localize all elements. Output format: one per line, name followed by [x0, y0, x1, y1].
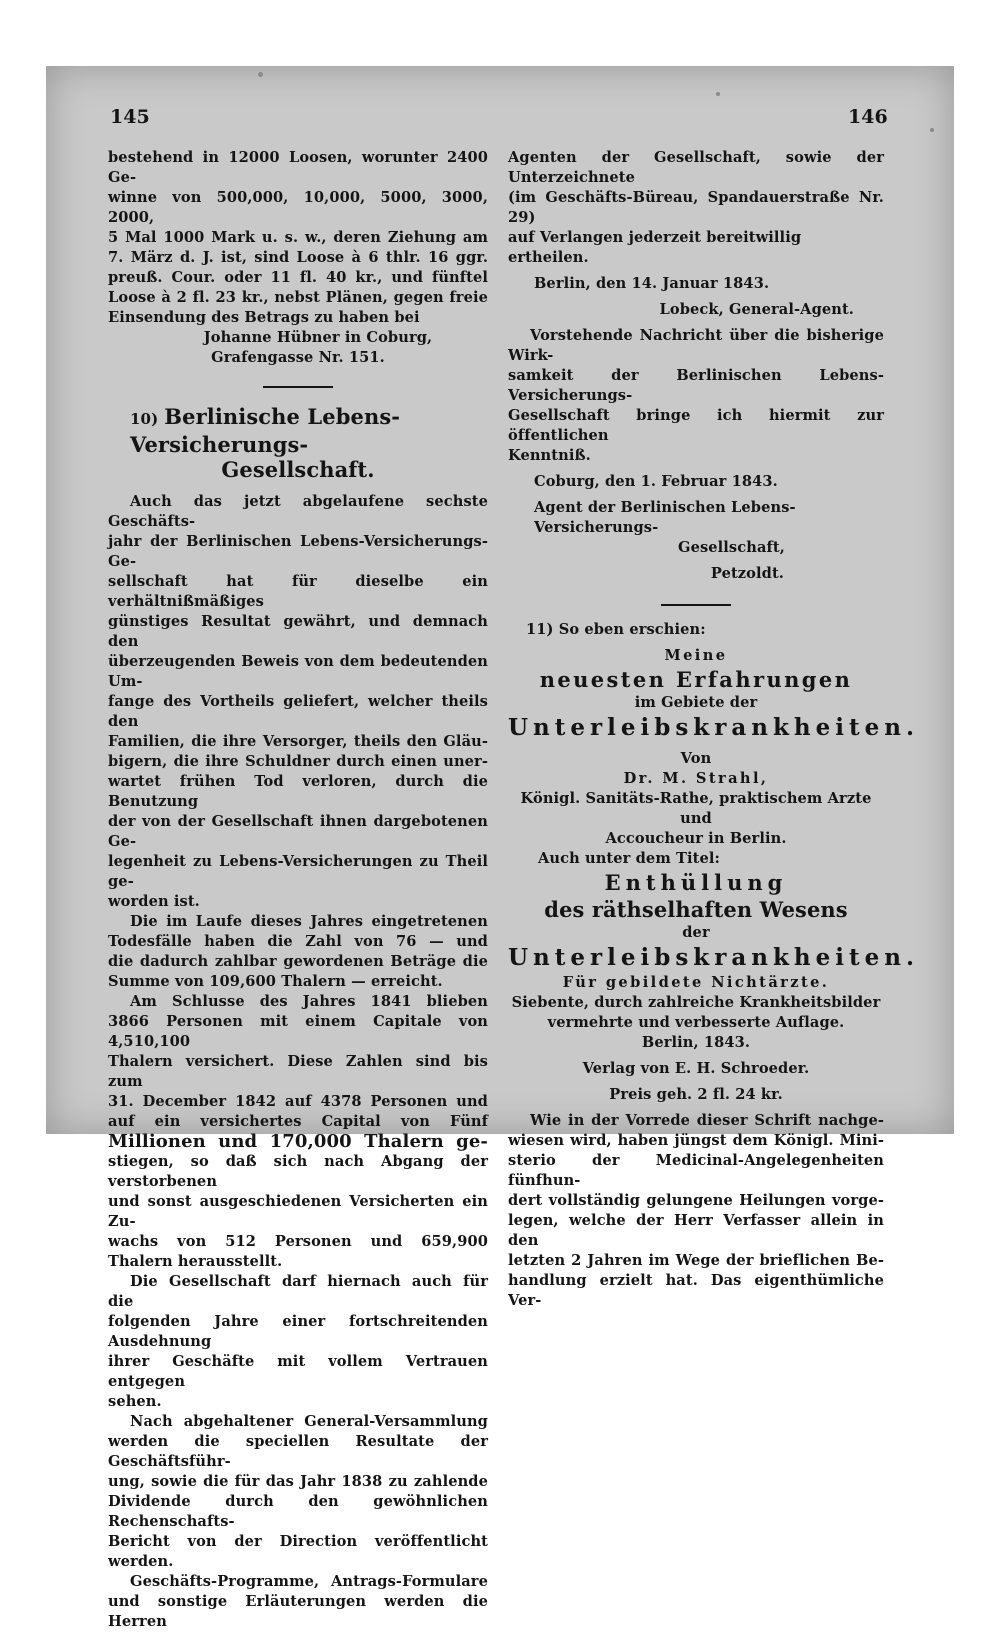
text-line: die dadurch zahlbar gewordenen Beträge die	[108, 953, 488, 970]
text-line: dert vollständig gelungene Heilungen vorge-	[508, 1192, 884, 1209]
text-line: überzeugenden Beweis von dem bedeutenden Um-	[108, 653, 488, 690]
section-title-line-2: Gesellschaft.	[221, 457, 375, 482]
text-line: handlung erzielt hat. Das eigenthümliche Ver-	[508, 1272, 884, 1309]
ink-speck	[716, 92, 720, 96]
paragraph	[108, 912, 488, 992]
text-line: Summe von 109,600 Thalern — erreicht.	[108, 973, 443, 990]
text-line: Einsendung des Betrags zu haben bei	[108, 309, 420, 326]
text-line: 5 Mal 1000 Mark u. s. w., deren Ziehung am	[108, 229, 488, 246]
text-line: 3866 Personen mit einem Capitale von 4,510,100	[108, 1013, 488, 1050]
alternate-title	[508, 869, 919, 1105]
book-title	[508, 646, 919, 849]
right-column	[508, 148, 919, 1311]
paragraph	[508, 148, 884, 268]
author-name: Dr. M. Strahl,	[623, 770, 769, 787]
text-line: fange des Vortheils geliefert, welcher theils den	[108, 693, 488, 730]
paragraph	[108, 1412, 488, 1632]
text-line: legenheit zu Lebens-Versicherungen zu Theil ge-	[108, 853, 488, 890]
left-column	[108, 148, 488, 1632]
text-line: Agenten der Gesellschaft, sowie der Unterzeichnete	[508, 149, 884, 186]
text-line: samkeit der Berlinischen Lebens-Versicherungs-	[508, 367, 884, 404]
price-line: Preis geh. 2 fl. 24 kr.	[609, 1086, 783, 1103]
text-line: wartet frühen Tod verloren, durch die Benutzung	[108, 773, 488, 810]
text-line: auf ein versichertes Capital von Fünf	[108, 1113, 488, 1130]
text-line: ihrer Geschäfte mit vollem Vertrauen entgegen	[108, 1353, 488, 1390]
alt-title-line: der	[682, 924, 710, 941]
also-title-label: Auch unter dem Titel:	[538, 850, 720, 867]
text-line: (im Geschäfts-Büreau, Spandauerstraße Nr. 29)	[508, 189, 884, 226]
text-line: legen, welche der Herr Verfasser allein in den	[508, 1212, 884, 1249]
section-title-line-1: Berlinische Lebens-Versicherungs-	[130, 404, 401, 457]
section-number: 10)	[130, 410, 159, 428]
text-line: Familien, die ihre Versorger, theils den Gläu-	[108, 733, 488, 750]
text-line: sellschaft hat für dieselbe ein verhältnißmäßiges	[108, 573, 488, 610]
text-line: Vorstehende Nachricht über die bisherige Wirk-	[508, 327, 884, 364]
text-line: Thalern herausstellt.	[108, 1253, 283, 1270]
text-line: sterio der Medicinal-Angelegenheiten fünfhun-	[508, 1152, 884, 1189]
text-line: folgenden Jahre einer fortschreitenden Ausdehnung	[108, 1313, 488, 1350]
text-line: 31. December 1842 auf 4378 Personen und	[108, 1093, 488, 1110]
alt-title-line: des räthselhaften Wesens	[544, 897, 848, 922]
sender-address: Grafengasse Nr. 151.	[211, 349, 385, 366]
ink-speck	[258, 72, 263, 77]
text-line: auf Verlangen jederzeit bereitwillig ertheilen.	[508, 229, 802, 266]
text-line: Loose à 2 fl. 23 kr., nebst Plänen, gegen freie	[108, 289, 488, 306]
place-date: Berlin, den 14. Januar 1843.	[534, 275, 770, 292]
text-line: ung, sowie die für das Jahr 1838 zu zahlende	[108, 1473, 488, 1490]
text-line: wachs von 512 Personen und 659,900	[108, 1233, 488, 1250]
lottery-notice	[108, 148, 488, 368]
author-description: Königl. Sanitäts-Rathe, praktischem Arzte und	[520, 790, 872, 827]
book-title-line: Meine	[664, 647, 728, 664]
text-line: Dividende durch den gewöhnlichen Rechenschafts-	[108, 1493, 488, 1530]
page-number-right: 146	[848, 106, 888, 128]
text-line: jahr der Berlinischen Lebens-Versicherungs-Ge-	[108, 533, 488, 570]
text-line: Die im Laufe dieses Jahres eingetretenen	[130, 913, 488, 930]
text-line: Wie in der Vorrede dieser Schrift nachge-	[530, 1112, 884, 1129]
text-line: letzten 2 Jahren im Wege der brieflichen Be-	[508, 1252, 884, 1269]
publisher-line: Verlag von E. H. Schroeder.	[582, 1060, 810, 1077]
alt-title-line: Enthüllung	[604, 870, 788, 895]
page-number-left: 145	[110, 106, 150, 128]
section-heading-10	[108, 404, 488, 482]
text-line: wiesen wird, haben jüngst dem Königl. Mini-	[508, 1132, 884, 1149]
text-line: Die Gesellschaft darf hiernach auch für die	[108, 1273, 488, 1310]
publication-place: Berlin, 1843.	[641, 1034, 751, 1051]
text-line: Kenntniß.	[508, 447, 591, 464]
text-line: Auch das jetzt abgelaufene sechste Geschäfts-	[108, 493, 488, 530]
signature: Petzoldt.	[710, 565, 784, 582]
section-heading-11	[508, 620, 884, 640]
paragraph	[508, 1111, 884, 1311]
byline: Von	[680, 750, 712, 767]
text-line: worden ist.	[108, 893, 200, 910]
text-line: Bericht von der Direction veröffentlicht werden.	[108, 1533, 488, 1570]
paragraph	[508, 326, 884, 466]
agent-line: Gesellschaft,	[678, 539, 785, 556]
edition-line: vermehrte und verbesserte Auflage.	[547, 1014, 845, 1031]
author-description: Accoucheur in Berlin.	[605, 830, 787, 847]
book-title-line: im Gebiete der	[634, 694, 758, 711]
ink-speck	[930, 128, 934, 132]
text-line: bestehend in 12000 Loosen, worunter 2400 Ge-	[108, 149, 488, 186]
text-line: Geschäfts-Programme, Antrags-Formulare	[130, 1573, 488, 1590]
text-line: stiegen, so daß sich nach Abgang der verstorbenen	[108, 1153, 488, 1190]
text-line: werden die speciellen Resultate der Geschäftsführ-	[108, 1433, 488, 1470]
text-line: bigern, die ihre Schuldner durch einen uner-	[108, 753, 488, 770]
section-divider	[263, 386, 333, 388]
section-divider	[661, 604, 731, 606]
text-line: sehen.	[108, 1393, 162, 1410]
text-line: winne von 500,000, 10,000, 5000, 3000, 2000,	[108, 189, 488, 226]
text-line: 7. März d. J. ist, sind Loose à 6 thlr. 16 ggr.	[108, 249, 488, 266]
text-line: Millionen und 170,000 Thalern ge-	[108, 1131, 488, 1152]
text-line: günstiges Resultat gewährt, und demnach den	[108, 613, 488, 650]
text-line: der von der Gesellschaft ihnen dargebotenen Ge-	[108, 813, 488, 850]
book-title-line: neuesten Erfahrungen	[539, 667, 853, 692]
section-number: 11)	[526, 621, 554, 638]
text-line: und sonst ausgeschiedenen Versicherten ein Zu-	[108, 1193, 488, 1230]
section-intro: So eben erschien:	[558, 621, 706, 638]
text-line: Nach abgehaltener General-Versammlung	[130, 1413, 488, 1430]
paragraph	[108, 1272, 488, 1412]
text-line: und sonstige Erläuterungen werden die Herren	[108, 1593, 488, 1630]
sender-name: Johanne Hübner in Coburg,	[203, 329, 433, 346]
paragraph	[108, 492, 488, 912]
place-date: Coburg, den 1. Februar 1843.	[534, 473, 778, 490]
audience-line: Für gebildete Nichtärzte.	[562, 974, 830, 991]
book-title-line: Unterleibskrankheiten.	[508, 714, 919, 741]
text-line: preuß. Cour. oder 11 fl. 40 kr., und fünftel	[108, 269, 488, 286]
text-line: Thalern versichert. Diese Zahlen sind bis zum	[108, 1053, 488, 1090]
paragraph	[108, 992, 488, 1272]
text-line: Gesellschaft bringe ich hiermit zur öffentlichen	[508, 407, 884, 444]
text-line: Todesfälle haben die Zahl von 76 — und	[108, 933, 488, 950]
text-line: Am Schlusse des Jahres 1841 blieben	[130, 993, 488, 1010]
agent-line: Agent der Berlinischen Lebens-Versicherungs-	[534, 499, 796, 536]
alt-title-line: Unterleibskrankheiten.	[508, 944, 919, 971]
edition-line: Siebente, durch zahlreiche Krankheitsbilder	[511, 994, 881, 1011]
signature: Lobeck, General-Agent.	[659, 301, 854, 318]
